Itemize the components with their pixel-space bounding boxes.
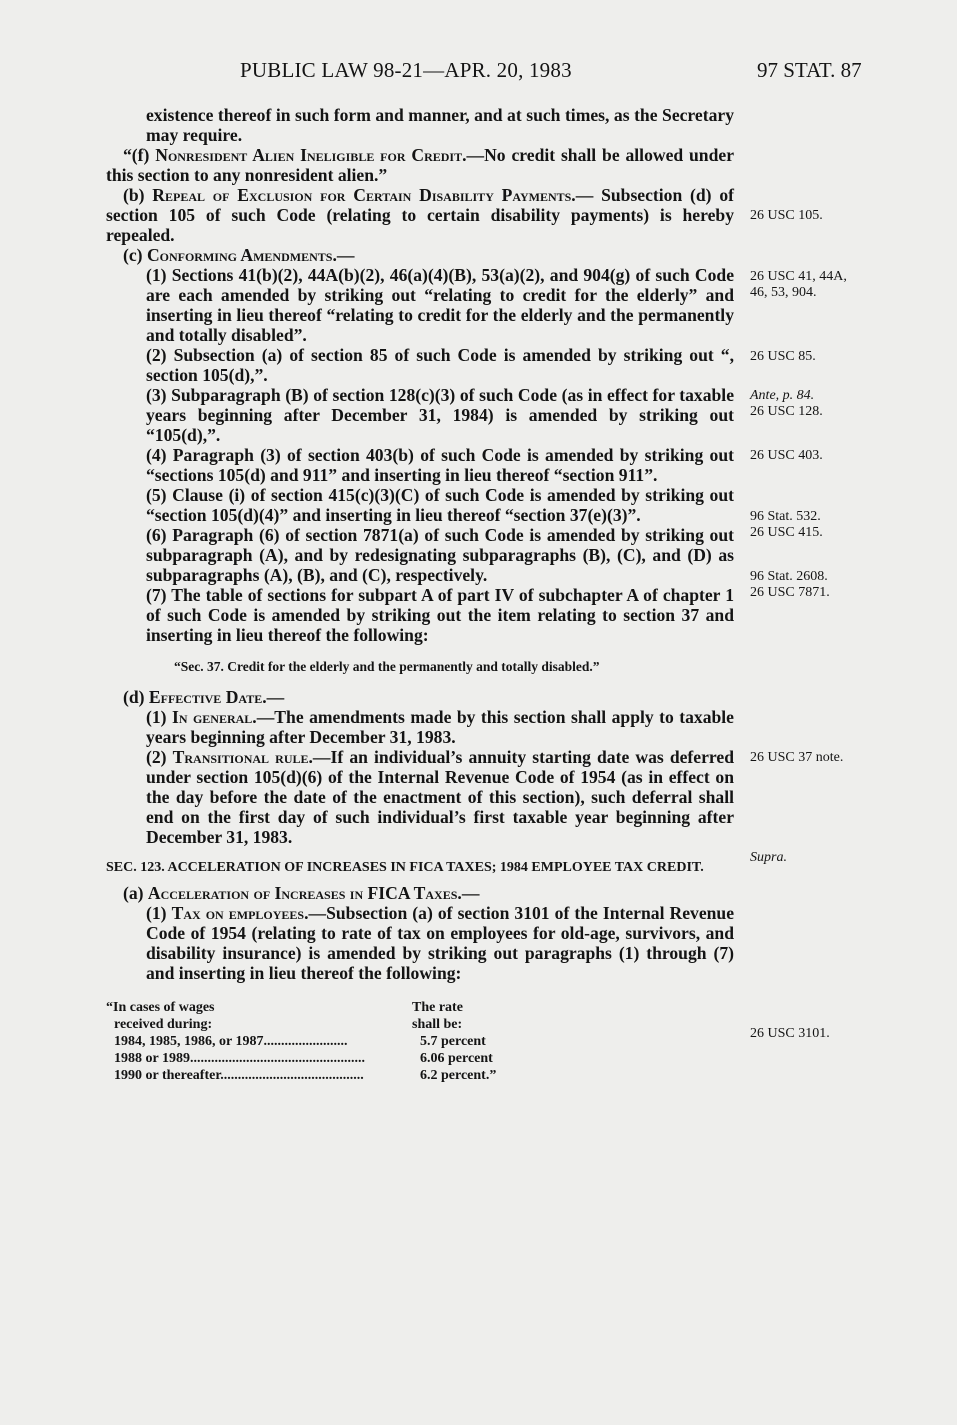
paragraph-c2: (2) Subsection (a) of section 85 of such Code is amended by striking out “, section 105(d),”.: [146, 345, 734, 385]
margin-note: 26 USC 85.: [750, 349, 816, 364]
body-text: [106, 105, 734, 1084]
paragraph-heading: Tax on employees.: [171, 903, 309, 923]
text-run: (a): [123, 883, 148, 903]
text-run: “(f): [123, 145, 156, 165]
paragraph-c3: (3) Subparagraph (B) of section 128(c)(3) of such Code (as in effect for taxable years beginning after December 31, 1984) is amended by striking out “105(d),”.: [146, 385, 734, 445]
text-run: (1): [146, 707, 172, 727]
margin-note: 26 USC 37 note.: [750, 750, 844, 765]
rate-cell: 6.06 percent: [420, 1051, 493, 1066]
header-cell: [106, 999, 412, 1033]
header-text: received during:: [114, 1017, 213, 1032]
table-row: [106, 1067, 734, 1084]
text-run: (1): [146, 903, 172, 923]
header-text: shall be:: [412, 1017, 463, 1032]
margin-note: 26 USC 415.: [750, 525, 823, 540]
period-cell: 1984, 1985, 1986, or 1987........................: [114, 1034, 348, 1049]
paragraph-heading: In general.: [171, 707, 257, 727]
table-row: [106, 1050, 734, 1067]
paragraph: existence thereof in such form and manner, and at such times, as the Secretary may require.: [146, 105, 734, 145]
margin-note: Supra.: [750, 850, 787, 865]
subsection-heading: Acceleration of Increases in FICA Taxes.: [147, 883, 462, 903]
margin-note: 96 Stat. 2608.: [750, 569, 828, 584]
text-run: —: [461, 883, 480, 903]
page-number: 97 STAT. 87: [757, 58, 862, 82]
subsection-heading: Nonresident Alien Ineligible for Credit.: [155, 145, 467, 165]
header-cell: [412, 999, 463, 1033]
margin-note: 26 USC 105.: [750, 208, 823, 223]
paragraph-d2: [106, 747, 734, 847]
table-row: [106, 1033, 734, 1050]
margin-note: 26 USC 3101.: [750, 1026, 830, 1041]
text-run: —: [336, 245, 355, 265]
rate-table: [106, 999, 734, 1084]
period-cell: 1990 or thereafter.........................................: [114, 1068, 364, 1083]
period-cell: 1988 or 1989..................................................: [114, 1051, 365, 1066]
margin-note: 26 USC 128.: [750, 404, 823, 419]
paragraph-c7: (7) The table of sections for subpart A of part IV of subchapter A of chapter 1 of such Code is amended by striking out the item relating to section 37 and inserting in lieu thereof the following:: [146, 585, 734, 645]
margin-note: 26 USC 41, 44A,: [750, 269, 847, 284]
text-run: — Subsection (d) of section 105 of such Code (relating to certain disability payments) is hereby repealed.: [106, 185, 734, 245]
running-header-title: PUBLIC LAW 98-21—APR. 20, 1983: [240, 58, 572, 82]
paragraph-c1: (1) Sections 41(b)(2), 44A(b)(2), 46(a)(4)(B), 53(a)(2), and 904(g) of such Code are each amended by striking out “relating to credit for the elderly” and inserting in lieu thereof “relating to credit for the elderly and the permanently and totally disabled”.: [146, 265, 734, 345]
text-run: —If an individual’s annuity starting date was deferred under section 105(d)(6) of the Internal Revenue Code of 1954 (as in effect on the day before the date of the enactment of this section), such deferral shall end on the first day of such individual’s first taxable year beginning after December 31, 1983.: [146, 747, 734, 847]
paragraph-c4: (4) Paragraph (3) of section 403(b) of such Code is amended by striking out “sections 105(d) and 911” and inserting in lieu thereof “section 911”.: [146, 445, 734, 485]
text-run: (2): [146, 747, 173, 767]
subsection-heading: Repeal of Exclusion for Certain Disability Payments.: [152, 185, 576, 205]
text-run: (b): [123, 185, 153, 205]
paragraph-c6: (6) Paragraph (6) of section 7871(a) of such Code is amended by striking out subparagraph (A), and by redesignating subparagraphs (B), (C), and (D) as subparagraphs (A), (B), and (C), respectively.: [146, 525, 734, 585]
paragraph-b: [106, 185, 734, 245]
text-run: —No credit shall be allowed under this section to any nonresident alien.”: [106, 145, 734, 185]
paragraph-f: [106, 145, 734, 185]
paragraph-a: [106, 883, 734, 903]
margin-note: 26 USC 7871.: [750, 585, 830, 600]
margin-note: 26 USC 403.: [750, 448, 823, 463]
header-text: “In cases of wages: [106, 1000, 215, 1015]
text-run: —: [266, 687, 285, 707]
text-run: (d): [123, 687, 149, 707]
paragraph-a1: [106, 903, 734, 983]
text-run: —Subsection (a) of section 3101 of the Internal Revenue Code of 1954 (relating to rate of tax on employees for old-age, survivors, and disability insurance) is amended by striking out paragraphs (1) through (7) and inserting in lieu thereof the following:: [146, 903, 735, 983]
text-run: (c): [123, 245, 147, 265]
paragraph-c5: (5) Clause (i) of section 415(c)(3)(C) of such Code is amended by striking out “section 105(d)(4)” and inserting in lieu thereof “section 37(e)(3)”.: [146, 485, 734, 525]
subsection-heading: Conforming Amendments.: [146, 245, 337, 265]
section-heading: SEC. 123. ACCELERATION OF INCREASES IN FICA TAXES; 1984 EMPLOYEE TAX CREDIT.: [106, 860, 704, 875]
margin-note: Ante, p. 84.: [750, 388, 815, 403]
rate-table-header: [106, 999, 734, 1033]
margin-note: 46, 53, 904.: [750, 285, 817, 300]
subsection-heading: Effective Date.: [148, 687, 267, 707]
text-run: —The amendments made by this section shall apply to taxable years beginning after December 31, 1983.: [146, 707, 734, 747]
rate-cell: 6.2 percent.”: [420, 1068, 497, 1083]
margin-note: 96 Stat. 532.: [750, 509, 821, 524]
paragraph-d1: [106, 707, 734, 747]
quoted-table-item: “Sec. 37. Credit for the elderly and the permanently and totally disabled.”: [174, 659, 600, 674]
paragraph-c: [106, 245, 734, 265]
rate-cell: 5.7 percent: [420, 1034, 486, 1049]
paragraph-heading: Transitional rule.: [172, 747, 313, 767]
header-text: The rate: [412, 1000, 463, 1015]
paragraph-d: [106, 687, 734, 707]
